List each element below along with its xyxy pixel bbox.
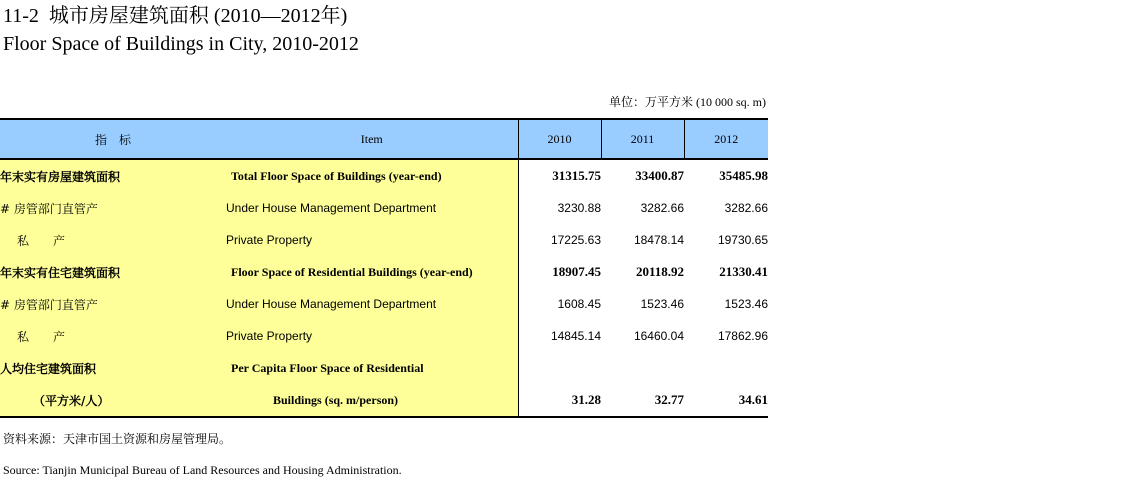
cell-2012: 3282.66 <box>724 201 768 215</box>
source-note-cn: 资料来源：天津市国土资源和房屋管理局。 <box>3 432 232 446</box>
table-row <box>0 159 768 192</box>
table-body <box>0 159 768 417</box>
cell-2012: 35485.98 <box>719 168 768 183</box>
row-label-en: Total Floor Space of Buildings (year-end) <box>226 159 518 192</box>
cell-2010-empty <box>518 352 601 384</box>
table-row <box>0 256 768 288</box>
cell-2011: 1523.46 <box>640 297 684 311</box>
row-label-en: Private Property <box>226 320 518 352</box>
table-title-cn: 11-2 城市房屋建筑面积 (2010—2012年) <box>3 5 348 27</box>
row-label-en: Under House Management Department <box>226 192 518 224</box>
cell-2010: 14845.14 <box>550 329 601 343</box>
header-year-2012: 2012 <box>684 119 768 159</box>
table-row <box>0 352 768 384</box>
row-label-en: Buildings (sq. m/person) <box>226 384 518 417</box>
cell-2010: 31.28 <box>518 384 601 417</box>
source-note-en: Source: Tianjin Municipal Bureau of Land Resources and Housing Administration. <box>3 463 402 477</box>
cell-2010: 1608.45 <box>557 297 601 311</box>
cell-2011: 16460.04 <box>633 329 684 343</box>
row-label-en: Floor Space of Residential Buildings (year-end) <box>226 256 518 288</box>
cell-2011: 20118.92 <box>635 264 684 279</box>
table-row <box>0 192 768 224</box>
row-label-cn: 人均住宅建筑面积 <box>0 352 226 384</box>
row-label-cn: 年末实有房屋建筑面积 <box>0 159 226 192</box>
row-label-cn: 私 产 <box>0 224 226 256</box>
cell-2010: 31315.75 <box>552 168 601 183</box>
cell-2011: 33400.87 <box>635 168 684 183</box>
cell-2012: 34.61 <box>684 384 768 417</box>
table-row <box>0 224 768 256</box>
cell-2012: 17862.96 <box>717 329 768 343</box>
row-label-cn: （平方米/人） <box>0 384 226 417</box>
cell-2011: 18478.14 <box>633 233 684 247</box>
floor-space-table <box>0 118 768 418</box>
cell-2012: 1523.46 <box>724 297 768 311</box>
table-row <box>0 320 768 352</box>
header-row <box>0 119 768 159</box>
cell-2010: 18907.45 <box>552 264 601 279</box>
header-year-2010: 2010 <box>518 119 601 159</box>
header-year-2011: 2011 <box>601 119 684 159</box>
row-label-cn: 私 产 <box>0 320 226 352</box>
cell-2012: 19730.65 <box>717 233 768 247</box>
row-label-cn: # 房管部门直管产 <box>0 288 226 320</box>
unit-label: 单位：万平方米 (10 000 sq. m) <box>609 95 766 109</box>
row-label-en: Under House Management Department <box>226 288 518 320</box>
cell-2011: 32.77 <box>601 384 684 417</box>
table-row <box>0 384 768 417</box>
cell-2011-empty <box>601 352 684 384</box>
table-title-en: Floor Space of Buildings in City, 2010-2012 <box>3 33 359 55</box>
row-label-cn: 年末实有住宅建筑面积 <box>0 256 226 288</box>
header-indicator-cn: 指 标 <box>0 119 226 159</box>
table-header <box>0 119 768 159</box>
cell-2012: 21330.41 <box>719 264 768 279</box>
cell-2010: 17225.63 <box>550 233 601 247</box>
cell-2010: 3230.88 <box>557 201 601 215</box>
row-label-en: Per Capita Floor Space of Residential <box>226 352 518 384</box>
header-item-en: Item <box>226 119 518 159</box>
cell-2012-empty <box>684 352 768 384</box>
row-label-cn: # 房管部门直管产 <box>0 192 226 224</box>
table-row <box>0 288 768 320</box>
cell-2011: 3282.66 <box>640 201 684 215</box>
row-label-en: Private Property <box>226 224 518 256</box>
